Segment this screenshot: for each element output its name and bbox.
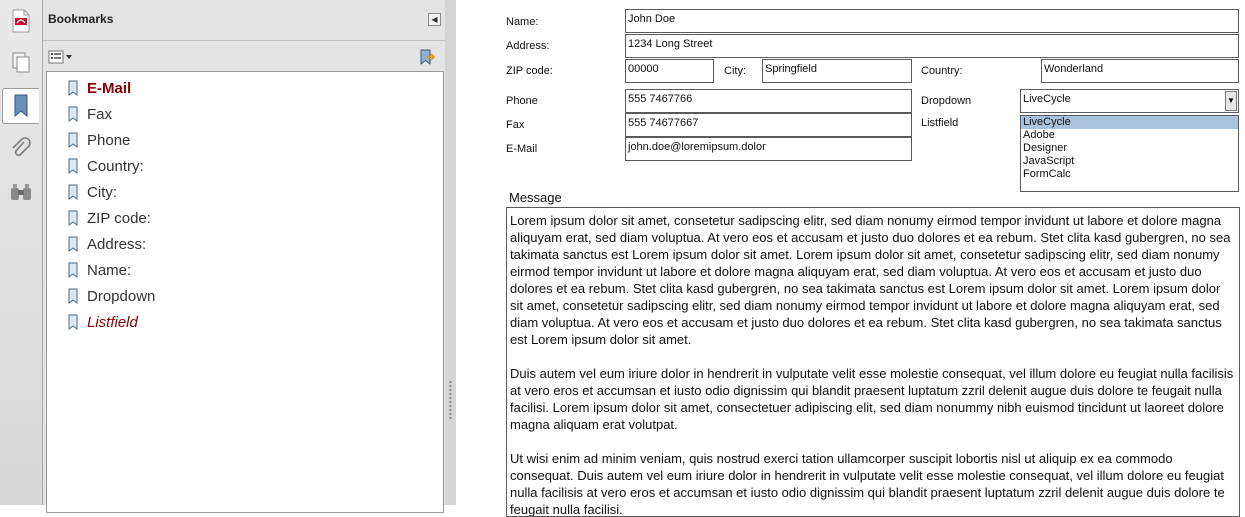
bookmark-item-zip[interactable] [67,207,151,229]
country-field[interactable]: Wonderland [1041,59,1239,83]
splitter-grip[interactable] [449,380,452,420]
binoculars-icon[interactable] [4,176,38,210]
bookmark-label: Dropdown [87,287,156,305]
listfield-option[interactable]: Designer [1023,142,1068,154]
bookmark-label: Name: [87,261,132,279]
bookmark-item-listfield[interactable] [67,311,138,333]
city-label: City: [724,65,746,77]
dropdown-value: LiveCycle [1023,93,1071,105]
bookmark-icon [67,106,79,122]
country-label: Country: [921,65,963,77]
document-view [456,0,1245,517]
bookmark-item-fax[interactable] [67,103,112,125]
dropdown-label: Dropdown [921,95,972,107]
bookmark-icon [67,236,79,252]
attachments-icon[interactable] [4,132,38,166]
bookmark-expand-icon [417,48,437,66]
message-paragraph: Duis autem vel eum iriure dolor in hendrerit in vulputate velit esse molestie consequat, vel illum dolore eu feugiat nulla facilisis at vero eros et accumsan et iusto odio dignissim qui blandit praesent luptatum zzril delenit augue duis dolore te feugait nulla facilisi. Lorem ipsum dolor sit amet, consectetuer adipiscing elit, sed diam nonummy nibh euismod tincidunt ut laoreet dolore magna aliquam erat volutpat. [510,366,1234,432]
pages-icon[interactable] [4,46,38,80]
panel-title: Bookmarks [48,12,114,26]
bookmark-item-email[interactable] [67,77,131,99]
bookmark-icon [67,210,79,226]
bookmark-item-name[interactable] [67,259,131,281]
panel-splitter[interactable] [445,0,456,505]
bookmark-label: Phone [87,131,131,149]
expand-bookmark-button[interactable] [417,48,437,66]
bookmark-label: City: [87,183,117,201]
dropdown-arrow-icon[interactable]: ▼ [1225,91,1237,111]
listfield-label: Listfield [921,117,959,129]
dropdown-select[interactable] [1020,89,1239,113]
bookmark-label: Address: [87,235,147,253]
phone-field[interactable]: 555 7467766 [625,89,912,113]
chevron-down-icon [66,55,72,59]
bookmark-icon [67,80,79,96]
name-label: Name: [506,16,539,28]
bookmark-item-dropdown[interactable] [67,285,155,307]
message-textarea[interactable] [506,207,1240,517]
bookmark-icon [67,158,79,174]
bookmark-item-address[interactable] [67,233,146,255]
listfield-option[interactable]: LiveCycle [1021,116,1238,129]
bookmark-label: Country: [87,157,144,175]
panel-divider [43,40,445,41]
bookmark-icon [67,262,79,278]
options-button[interactable] [48,49,74,65]
fax-field[interactable]: 555 74677667 [625,113,912,137]
navigation-toolstrip [0,0,43,505]
listfield-option[interactable]: Adobe [1023,129,1055,141]
listfield-option[interactable]: FormCalc [1023,168,1071,180]
bookmark-item-country[interactable] [67,155,144,177]
zip-field[interactable]: 00000 [625,59,714,83]
message-paragraph: Lorem ipsum dolor sit amet, consetetur sadipscing elitr, sed diam nonumy eirmod tempor invidunt ut labore et dolore magna aliquyam erat, sed diam voluptua. At vero eos et accusam et justo duo dolores et ea rebum. Stet clita kasd gubergren, no sea takimata sanctus est Lorem ipsum dolor sit amet. Lorem ipsum dolor sit amet, consetetur sadipscing elitr, sed diam nonumy eirmod tempor invidunt ut labore et dolore magna aliquyam erat, sed diam voluptua. At vero eos et accusam et justo duo dolores et ea rebum. Stet clita kasd gubergren, no sea takimata sanctus est Lorem ipsum dolor sit amet. Lorem ipsum dolor sit amet, consetetur sadipscing elitr, sed diam nonumy eirmod tempor invidunt ut labore et dolore magna aliquyam erat, sed diam voluptua. At vero eos et accusam et justo duo dolores et ea rebum. Stet clita kasd gubergren, no sea takimata sanctus est Lorem ipsum dolor sit amet. [510,213,1231,347]
message-paragraph: Ut wisi enim ad minim veniam, quis nostrud exerci tation ullamcorper suscipit lobortis nisl ut aliquip ex ea commodo consequat. Duis autem vel eum iriure dolor in hendrerit in vulputate velit esse molestie consequat, vel illum dolore eu feugiat nulla facilisis at vero eros et accumsan et iusto odio dignissim qui blandit praesent luptatum zzril delenit augue duis dolore te feugait nulla facilisi. [510,451,1225,517]
options-list-icon [48,50,66,64]
bookmark-label: Listfield [87,313,138,331]
listfield-option[interactable]: JavaScript [1023,155,1075,167]
fax-label: Fax [506,119,525,131]
bookmark-item-phone[interactable] [67,129,130,151]
bookmark-label: ZIP code: [87,209,151,227]
message-label: Message [509,190,562,205]
name-field[interactable]: John Doe [625,9,1239,33]
bookmark-list [46,71,444,513]
bookmark-icon [67,314,79,330]
bookmarks-panel [43,0,445,505]
bookmark-icon [67,132,79,148]
email-field[interactable]: john.doe@loremipsum.dolor [625,137,912,161]
bookmark-label: Fax [87,105,113,123]
bookmark-label: E-Mail [87,79,132,97]
city-field[interactable]: Springfield [762,59,912,83]
zip-label: ZIP code: [506,65,553,77]
collapse-panel-button[interactable]: ◀ [428,13,441,26]
listfield[interactable] [1020,115,1239,192]
pdf-document-icon[interactable] [4,4,38,38]
address-label: Address: [506,40,550,52]
bookmark-icon [67,184,79,200]
phone-label: Phone [506,95,538,107]
bookmark-item-city[interactable] [67,181,117,203]
address-field[interactable]: 1234 Long Street [625,34,1239,58]
email-label: E-Mail [506,143,538,155]
bookmarks-icon[interactable] [2,88,39,124]
bookmark-icon [67,288,79,304]
